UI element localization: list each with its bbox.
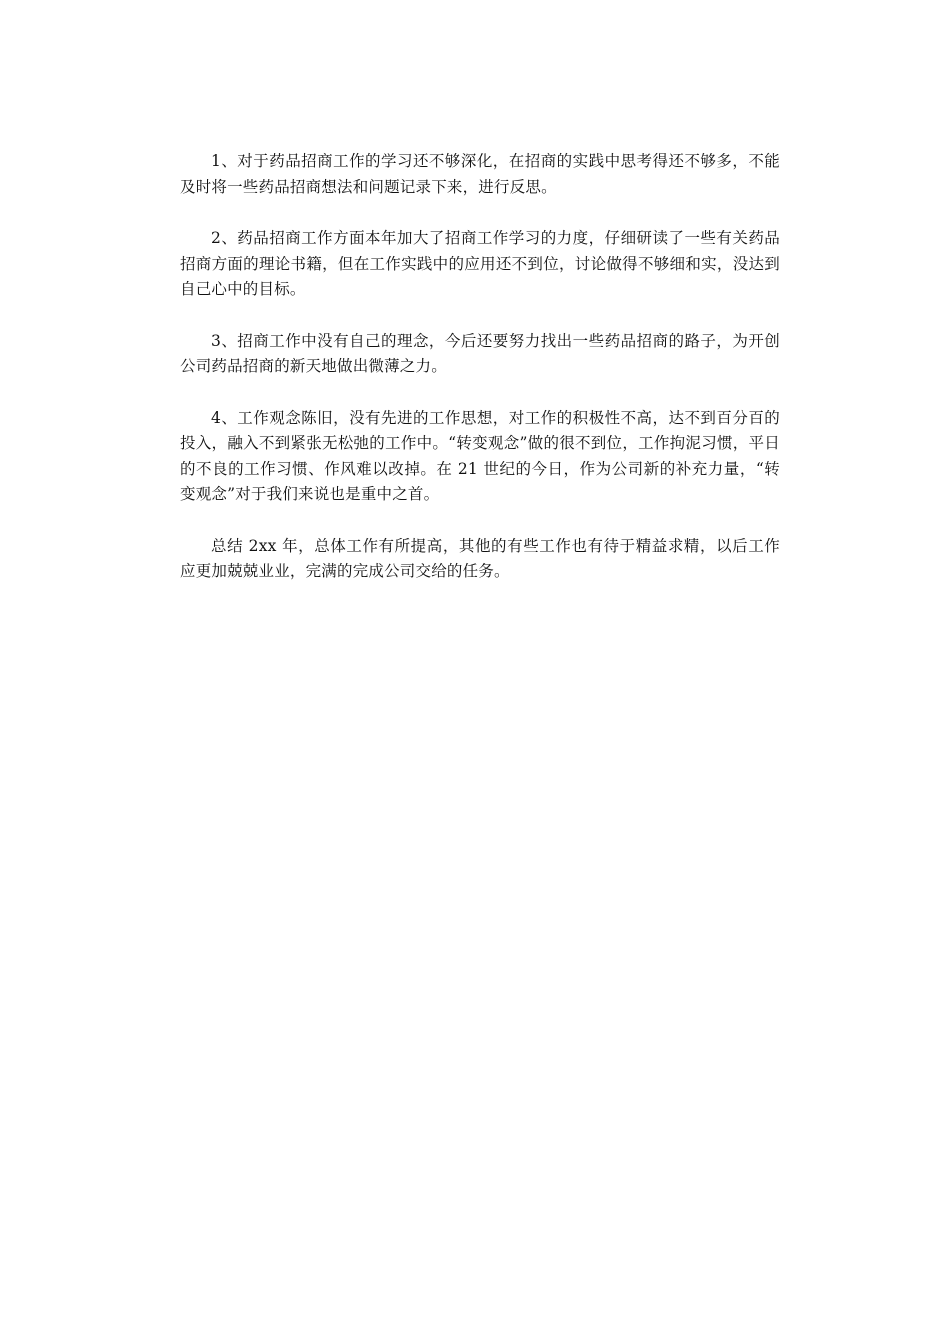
- paragraph-3: 3、招商工作中没有自己的理念，今后还要努力找出一些药品招商的路子，为开创公司药品招商的新天地做出微薄之力。: [180, 331, 780, 375]
- paragraph-2: 2、药品招商工作方面本年加大了招商工作学习的力度，仔细研读了一些有关药品招商方面的理论书籍，但在工作实践中的应用还不到位，讨论做得不够细和实，没达到自己心中的目标。: [180, 229, 780, 298]
- paragraph-4: 4、工作观念陈旧，没有先进的工作思想，对工作的积极性不高，达不到百分百的投入，融入不到紧张无松弛的工作中。“转变观念”做的很不到位，工作拘泥习惯，平日的不良的工作习惯、作风难以改掉。在 21 世纪的今日，作为公司新的补充力量，“转变观念”对于我们来说也是重中之首。: [180, 408, 780, 503]
- paragraph-1: 1、对于药品招商工作的学习还不够深化，在招商的实践中思考得还不够多，不能及时将一些药品招商想法和问题记录下来，进行反思。: [180, 152, 780, 196]
- document-body: [180, 149, 780, 611]
- paragraph-5: 总结 2xx 年，总体工作有所提高，其他的有些工作也有待于精益求精，以后工作应更加兢兢业业，完满的完成公司交给的任务。: [180, 536, 780, 580]
